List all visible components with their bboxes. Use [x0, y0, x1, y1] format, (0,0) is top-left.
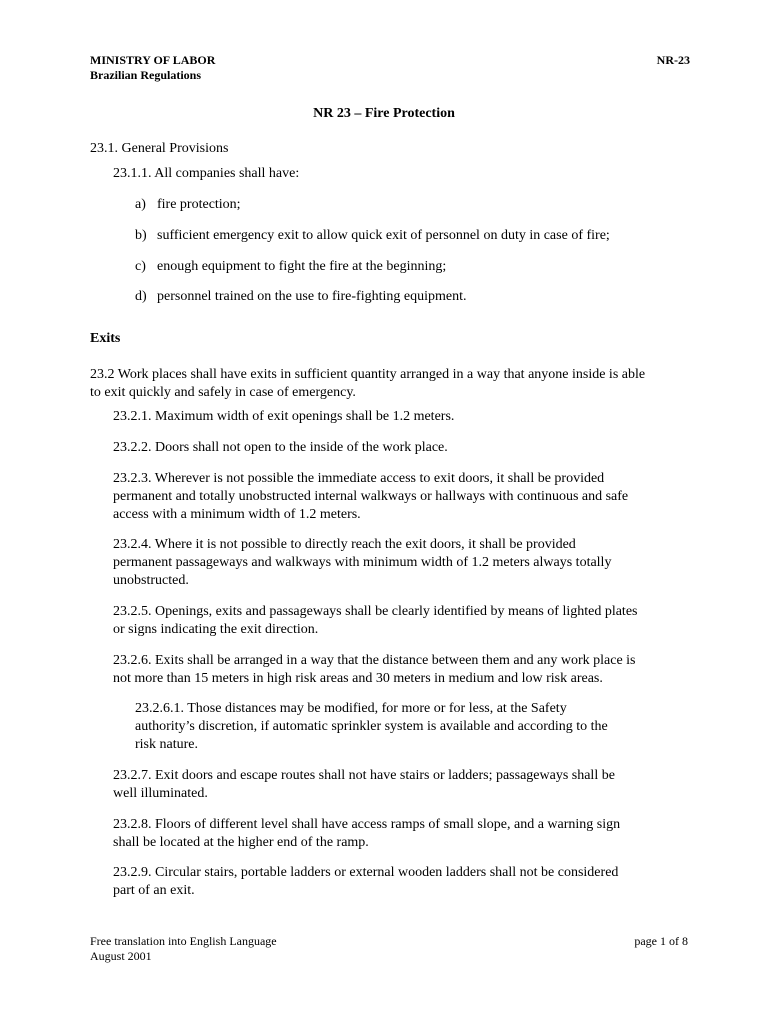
list-item: [135, 196, 241, 214]
list-item-text: fire protection;: [157, 197, 241, 212]
clause-23-2-4-line-3: unobstructed.: [113, 573, 189, 588]
clause-23-2-8-line-2: shall be located at the higher end of the ramp.: [113, 835, 369, 850]
list-item-letter: c): [135, 259, 146, 274]
footer-page-number: page 1 of 8: [634, 934, 688, 948]
clause-23-2-6-line-2: not more than 15 meters in high risk areas and 30 meters in medium and low risk areas.: [113, 671, 603, 686]
clause-23-2-3-line-3: access with a minimum width of 1.2 meters.: [113, 507, 361, 522]
clause-23-2-9-line-2: part of an exit.: [113, 883, 195, 898]
clause-23-2-7-line-1: 23.2.7. Exit doors and escape routes shall not have stairs or ladders; passageways shall be: [113, 768, 615, 783]
footer-date: August 2001: [90, 949, 152, 963]
clause-23-2-3-line-1: 23.2.3. Wherever is not possible the immediate access to exit doors, it shall be provided: [113, 471, 605, 486]
clause-23-2-1: 23.2.1. Maximum width of exit openings shall be 1.2 meters.: [113, 409, 455, 424]
clause-23-2-4-line-2: permanent passageways and walkways with minimum width of 1.2 meters always totally: [113, 555, 612, 570]
section-heading-exits: Exits: [90, 331, 121, 346]
clause-23-2-7-line-2: well illuminated.: [113, 786, 208, 801]
list-item: [135, 288, 466, 306]
list-item-letter: d): [135, 289, 147, 304]
clause-23-1-1: 23.1.1. All companies shall have:: [113, 166, 300, 181]
list-item-text: personnel trained on the use to fire-fighting equipment.: [157, 289, 467, 304]
clause-23-2-line-1: 23.2 Work places shall have exits in sufficient quantity arranged in a way that anyone inside is able: [90, 367, 646, 382]
list-item: [135, 227, 610, 245]
list-item-text: enough equipment to fight the fire at the beginning;: [157, 259, 447, 274]
list-item: [135, 258, 446, 276]
clause-23-2-9-line-1: 23.2.9. Circular stairs, portable ladders or external wooden ladders shall not be considered: [113, 865, 619, 880]
clause-23-2-5-line-1: 23.2.5. Openings, exits and passageways shall be clearly identified by means of lighted plates: [113, 604, 638, 619]
list-item-letter: a): [135, 197, 146, 212]
clause-23-2-line-2: to exit quickly and safely in case of emergency.: [90, 385, 356, 400]
header-ministry: MINISTRY OF LABOR: [90, 53, 216, 67]
clause-23-2-6-line-1: 23.2.6. Exits shall be arranged in a way that the distance between them and any work place is: [113, 653, 636, 668]
footer-translation-note: Free translation into English Language: [90, 934, 277, 948]
clause-23-2-6-1-line-2: authority’s discretion, if automatic sprinkler system is available and according to the: [135, 719, 608, 734]
header-code: NR-23: [656, 53, 690, 67]
clause-23-2-5-line-2: or signs indicating the exit direction.: [113, 622, 319, 637]
list-item-letter: b): [135, 228, 147, 243]
clause-23-2-4-line-1: 23.2.4. Where it is not possible to directly reach the exit doors, it shall be provided: [113, 537, 576, 552]
header-subtitle: Brazilian Regulations: [90, 68, 202, 82]
section-heading-general-provisions: 23.1. General Provisions: [90, 141, 229, 156]
list-item-text: sufficient emergency exit to allow quick exit of personnel on duty in case of fire;: [157, 228, 610, 243]
clause-23-2-3-line-2: permanent and totally unobstructed internal walkways or hallways with continuous and safe: [113, 489, 629, 504]
clause-23-2-2: 23.2.2. Doors shall not open to the inside of the work place.: [113, 440, 448, 455]
clause-23-2-6-1-line-3: risk nature.: [135, 737, 198, 752]
clause-23-2-8-line-1: 23.2.8. Floors of different level shall have access ramps of small slope, and a warning sign: [113, 817, 621, 832]
document-title: NR 23 – Fire Protection: [313, 106, 455, 121]
clause-23-2-6-1-line-1: 23.2.6.1. Those distances may be modified, for more or for less, at the Safety: [135, 701, 567, 716]
